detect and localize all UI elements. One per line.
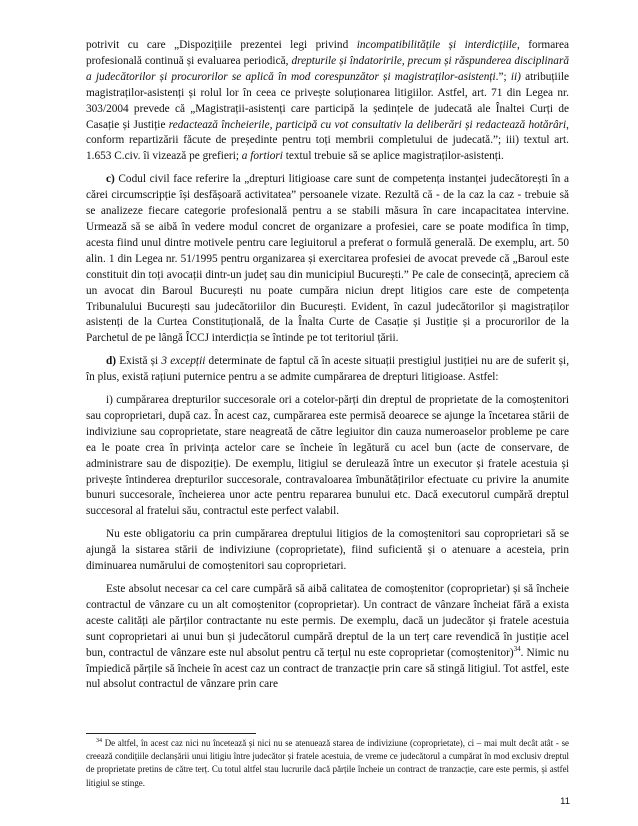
paragraph-exception-i: i) cumpărarea drepturilor succesorale ori a cotelor-părți din dreptul de proprietate de la comoștenitori sau coproprietari, după caz. În acest caz, cumpărarea este permisă deoarece se ajunge la încetarea stării de indiviziune sau coproprietate, stare neagreată de către legiuitor din cauza numeroaselor probleme pe care ea le poate crea în privința actelor care se încheie în legătură cu acel bun (acte de conservare, de administrare sau de dispoziție). De exemplu, litigiul se derulează între un executor și fratele acestuia și privește întinderea drepturilor succesorale, contravaloarea îmbunătățirilor efectuate cu privire la anumite bunuri succesorale, încheierea unor acte pentru repararea bunului etc. Dacă executorul cumpără dreptul succesoral al fratelui său, contractul este perfect valabil. xyxy=(86,394,569,518)
paragraph-d: d) Există și 3 excepții determinate de faptul că în aceste situații prestigiul justiției nu are de suferit și, în plus, există rațiuni puternice pentru a se admite cumpărarea de drepturi litigioase. Astfel: xyxy=(86,355,570,384)
point-label-d: d) xyxy=(106,355,117,368)
footnote-reference[interactable]: 34 xyxy=(513,644,521,653)
point-label-c: c) xyxy=(106,173,115,186)
paragraph-absolutely-necessary: Este absolut necesar ca cel care cumpără să aibă calitatea de comoștenitor (coproprietar) și să încheie contractul de vânzare cu un alt comoștenitor (coproprietar). Un contract de vânzare încheiat fără a exista aceste calități ale părților contractante nu este permis. De exemplu, dacă un judecător și fratele acestuia sunt coproprietari ai unui bun și judecătorul cumpără dreptul de la un terț care revendică în justiție acel bun, contractul de vânzare este nul absolut pentru că terțul nu este coproprietar (comoștenitor)$^{34}$. Nimic nu împiedică părțile să încheie în acest caz un contract de tranzacție prin care să stingă litigiul. Tot astfel, este nul absolut contractul de vânzare prin care xyxy=(86,583,569,691)
footnote-separator xyxy=(86,733,256,734)
paragraph-c: c) Codul civil face referire la „drepturi litigioase care sunt de competența instanței judecătorești în a cărei circumscripție își desfășoară activitatea” persoanele vizate. Rezultă că - de la caz la caz - trebuie să se analizeze fiecare categorie profesională pentru a se stabili măsura în care incapacitatea intervine. Urmează să se aibă în vedere modul concret de organizare a profesiei, care se poate modifica în timp, acesta fiind unul dintre motivele pentru care legiuitorul a preferat o formulă generală. De exemplu, art. 50 alin. 1 din Legea nr. 51/1995 pentru organizarea și exercitarea profesiei de avocat prevede că „Baroul este constituit din toți avocații dintr-un județ sau din municipiul București.” Pe cale de consecință, apreciem că un avocat din Baroul București nu poate cumpăra niciun drept litigios care este de competența Tribunalului București sau judecătoriilor din București. Evident, în cazul judecătorilor și magistraților asistenți de la Curtea Constituțională, de la Înalta Curte de Casație și Justiție și a procurorilor de la Parchetul de pe lângă ÎCCJ interdicția se întinde pe tot teritoriul țării. xyxy=(86,173,569,345)
body-text xyxy=(86,38,569,700)
paragraph-not-mandatory: Nu este obligatoriu ca prin cumpărarea dreptului litigios de la comoștenitori sau coproprietari să se ajungă la sistarea stării de indiviziune (coproprietate), fiind suficientă și o atenuare a acesteia, prin diminuarea numărului de comoștenitori sau coproprietari. xyxy=(86,528,569,573)
paragraph-continuation: potrivit cu care „Dispozițiile prezentei legi privind incompatibilitățile și interdicțiile, formarea profesională continuă și evaluarea periodică, drepturile și îndatoririle, precum și răspunderea disciplinară a judecătorilor și procurorilor se aplică în mod corespunzător și magistraților-asistenți.”; ii) atribuțiile magistraților-asistenți și rolul lor în ceea ce privește soluționarea litigiilor. Astfel, art. 71 din Legea nr. 303/2004 prevede că „Magistrații-asistenți care participă la ședințele de judecată ale Înaltei Curți de Casație și Justiție redactează încheierile, participă cu vot consultativ la deliberări și redactează hotărâri, conform repartizării făcute de președinte pentru toți membrii completului de judecată.”; iii) textul art. 1.653 C.civ. îi vizează pe grefieri; a fortiori textul trebuie să se aplice magistraților-asistenți. xyxy=(86,39,569,163)
footnote-34: $^{34}$ De altfel, în acest caz nici nu încetează și nici nu se atenuează starea de indiviziune (coproprietate), ci – mai mult decât atât - se creează condițiile declanșării unui litigiu între judecător și fratele acestuia, de vreme ce judecătorul a cumpărat în mod exclusiv dreptul de proprietate pretins de către terț. Cu totul altfel stau lucrurile dacă părțile încheie un contract de tranzacție, care este permis, și astfel litigiul se stinge. xyxy=(86,738,569,788)
page-number: 11 xyxy=(560,796,570,807)
footnote-marker: 34 xyxy=(96,738,102,745)
